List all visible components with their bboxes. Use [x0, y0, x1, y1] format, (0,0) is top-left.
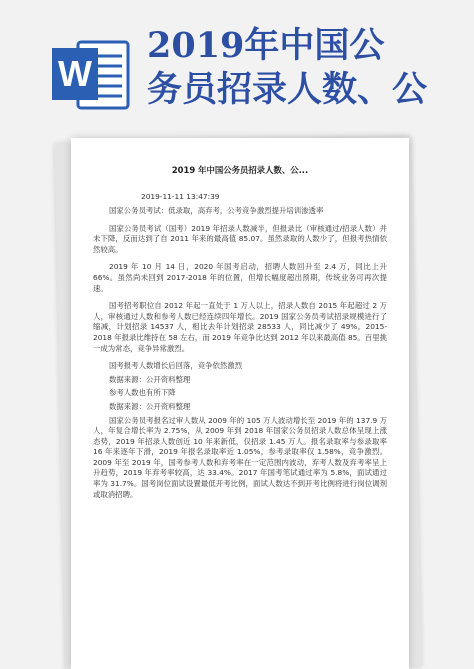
banner-title-line2: 务员招录人数、公: [147, 69, 428, 110]
document-date: 2019-11-11 13:47:39: [141, 192, 220, 201]
banner: [0, 0, 474, 135]
paragraph: 2019 年 10 月 14 日，2020 年国考启动，招聘人数回升至 2.4 万，同比上升 66%。虽然尚未回到 2017-2018 年的位置，但增长幅度超出预期，传统业务可再次提速。: [93, 262, 387, 293]
data-source: 数据来源：公开资料整理: [109, 401, 191, 411]
banner-title: [147, 24, 467, 112]
paragraph: 国家公务员考试（国考）2019 年招录人数减半，但报录比（审核通过/招录人数）并未下降，反而达到了自 2011 年来的最高值 85.07。虽然录取的人数少了，但报考热情依然较高。: [93, 223, 387, 254]
chart-caption: 参考人数也有所下降: [109, 388, 176, 398]
document-page: [71, 138, 409, 669]
paragraph: 国考招考职位自 2012 年起一直处于 1 万人以上，招录人数自 2015 年起超过 2 万人，审核通过人数和参考人数已经连续四年增长。2019 国家公务员考试招录规模进行了缩减，计划招录 14537 人，相比去年计划招录 28533 人，同比减少了 49%。2015-2018 年报录比维持在 58 左右，而 2019 年竞争比达到 2012 年以来最高值 85。百里挑一成为常态，竞争异常激烈。: [93, 301, 387, 353]
paragraph: 国家公务员考报名过审人数从 2009 年的 105 万人波动增长至 2019 年的 137.9 万人，年复合增长率为 2.75%，从 2009 年到 2018 年国家公务员招录人数总体呈现上涨态势，2019 年招录人数创近 10 年来新低，仅招录 1.45 万人。报名录取率与参录取率 16 年来逐年下滑，2019 年报名录取率近 1.05%，参考录取率仅 1.58%，竞争激烈。2009 年至 2019 年，国考参考人数和弃考率在一定范围内波动，弃考人数及弃考率呈上升趋势，2019 年弃考率较高，达 33.4%。2017 年国考笔试通过率为 5.8%，面试通过率为 31.7%。国考岗位面试设置最低开考比例，面试人数达不到开考比例将进行岗位调剂或取消招聘。: [93, 415, 387, 499]
document-title: 2019 年中国公务员招录人数、公...: [171, 165, 309, 175]
data-source: 数据来源：公开资料整理: [109, 374, 191, 384]
paragraph: 国家公务员考试：低录取，高弃考，公考竞争激烈提升培训渗透率: [109, 206, 324, 215]
chart-caption: 国考报考人数增长后回落，竞争依然激烈: [109, 361, 243, 371]
word-logo-letter: W: [58, 53, 92, 94]
word-document-icon: [52, 38, 132, 113]
banner-title-line1: 2019年中国公: [147, 25, 385, 66]
